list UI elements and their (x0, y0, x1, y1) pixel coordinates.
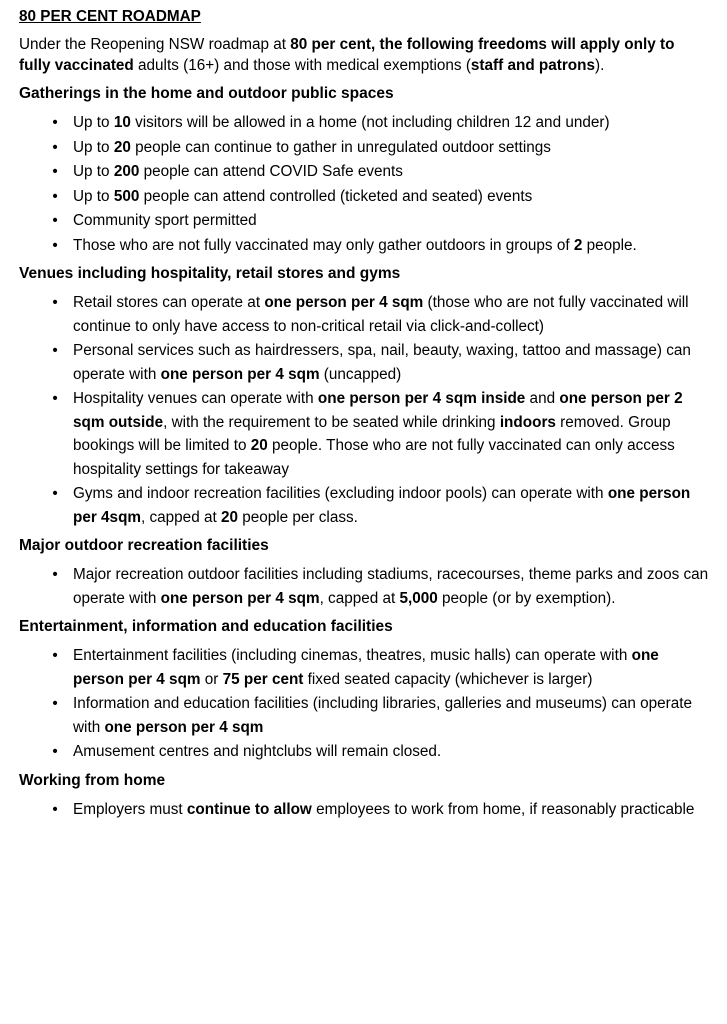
intro-paragraph (19, 34, 709, 76)
text-run: people. Those who are not fully vaccinated can only access hospitality settings for takeaway (73, 437, 675, 478)
text-run: (uncapped) (319, 365, 402, 383)
text-run: fixed seated capacity (whichever is larger) (303, 670, 593, 688)
text-run: Up to (73, 163, 114, 180)
text-run: , with the requirement to be seated while drinking (163, 413, 500, 431)
text-run: Community sport permitted (73, 212, 257, 229)
list-item-text (73, 743, 441, 760)
list-item-text (73, 390, 683, 478)
text-run: Up to (73, 138, 114, 156)
list-item (19, 160, 709, 184)
list-item-text (73, 294, 689, 335)
list-item-text (73, 647, 659, 688)
bold-text-run: one person per 4 sqm (160, 589, 320, 607)
list-item-text (73, 695, 692, 736)
bold-text-run: 500 (113, 187, 140, 205)
text-run: Up to (73, 114, 114, 131)
text-run: people (or by exemption). (437, 589, 616, 607)
bullet-icon: • (52, 163, 58, 180)
list-item (19, 209, 709, 233)
page-title: 80 PER CENT ROADMAP (19, 8, 201, 25)
bold-text-run: one person per 4 sqm (264, 294, 424, 311)
text-run: or (200, 670, 223, 688)
list-item (19, 111, 709, 135)
bullet-icon: • (52, 485, 58, 502)
bold-text-run: staff and patrons (470, 57, 596, 74)
list-item (19, 798, 709, 822)
list-item (19, 692, 709, 739)
section-heading: Working from home (19, 771, 166, 789)
text-run: and (525, 390, 560, 407)
text-run: people can attend controlled (ticketed and seated) events (139, 187, 533, 205)
section-heading: Venues including hospitality, retail stores and gyms (19, 265, 401, 282)
list-item-text (73, 139, 551, 156)
text-run: Personal services such as hairdressers, spa, nail, beauty, waxing, tattoo and massage) can operate with (73, 342, 691, 383)
text-run: people per class. (237, 508, 358, 526)
bullet-icon: • (52, 743, 58, 760)
text-run: Entertainment facilities (including cinemas, theatres, music halls) can operate with (73, 647, 632, 664)
list-item (19, 387, 709, 481)
bullet-icon: • (52, 187, 58, 205)
bullet-icon: • (52, 212, 58, 229)
bullet-list (19, 644, 709, 764)
bullet-icon: • (52, 138, 58, 156)
list-item (19, 185, 709, 209)
bold-text-run: 80 per cent, the following freedoms will apply only to fully vaccinated (19, 36, 675, 74)
text-run: Information and education facilities (including libraries, galleries and museums) can operate with (73, 695, 693, 736)
bullet-icon: • (52, 236, 58, 254)
text-run: , capped at (141, 508, 221, 526)
bold-text-run: 20 (250, 437, 268, 454)
bold-text-run: 2 (573, 236, 583, 254)
bullet-icon: • (52, 566, 58, 583)
bold-text-run: one person per 4 sqm (160, 365, 320, 383)
text-run: Hospitality venues can operate with (73, 390, 318, 407)
list-item-text (73, 801, 694, 818)
bullet-list (19, 291, 709, 529)
text-run: ). (595, 57, 605, 74)
bullet-icon: • (52, 800, 58, 818)
bold-text-run: 200 (113, 163, 140, 180)
bold-text-run: one person per 4 sqm (104, 718, 264, 736)
text-run: Major recreation outdoor facilities including stadiums, racecourses, theme parks and zoos can operate with (73, 566, 709, 607)
list-item (19, 136, 709, 160)
bold-text-run: 20 (113, 138, 131, 156)
text-run: (those who are not fully vaccinated will continue to only have access to non-critical retail via click-and-collect) (73, 294, 689, 335)
bold-text-run: one person per 2 sqm outside (73, 390, 683, 431)
text-run: Amusement centres and nightclubs will remain closed. (73, 743, 442, 760)
text-run: people can attend COVID Safe events (139, 163, 403, 180)
list-item (19, 482, 709, 529)
text-run: visitors will be allowed in a home (not including children 12 and under) (130, 114, 610, 131)
text-run: Employers must (73, 800, 187, 818)
text-run: removed. Group bookings will be limited to (73, 413, 671, 454)
text-run: employees to work from home, if reasonably practicable (311, 800, 695, 818)
text-run: adults (16+) and those with medical exemptions ( (133, 57, 471, 74)
bold-text-run: 5,000 (399, 589, 438, 607)
bullet-icon: • (52, 647, 58, 664)
bold-text-run: one person per 4 sqm inside (317, 390, 526, 407)
section-heading: Major outdoor recreation facilities (19, 537, 269, 554)
list-item (19, 234, 709, 258)
bold-text-run: 20 (220, 508, 238, 526)
text-run: Up to (73, 187, 114, 205)
list-item (19, 740, 709, 764)
bold-text-run: indoors (499, 413, 556, 431)
section-heading: Gatherings in the home and outdoor public spaces (19, 85, 394, 102)
list-item-text (73, 188, 532, 205)
text-run: Those who are not fully vaccinated may only gather outdoors in groups of (73, 236, 574, 254)
list-item (19, 291, 709, 338)
bullet-icon: • (52, 294, 58, 311)
list-item-text (73, 485, 690, 526)
bold-text-run: 75 per cent (222, 670, 304, 688)
bold-text-run: continue to allow (186, 800, 312, 818)
list-item-text (73, 342, 691, 383)
text-run: , capped at (319, 589, 400, 607)
list-item-text (73, 163, 403, 180)
bullet-icon: • (52, 342, 58, 359)
list-item (19, 563, 709, 610)
section-heading: Entertainment, information and education facilities (19, 618, 393, 635)
bullet-list (19, 563, 709, 610)
sections-container (19, 82, 709, 821)
bold-text-run: one person per 4 sqm (73, 647, 659, 688)
list-item (19, 644, 709, 691)
text-run: people. (582, 236, 637, 254)
bullet-list (19, 798, 709, 822)
bullet-icon: • (52, 695, 58, 712)
text-run: Retail stores can operate at (73, 294, 265, 311)
list-item-text (73, 212, 257, 229)
bullet-icon: • (52, 390, 58, 407)
bullet-list (19, 111, 709, 257)
list-item (19, 339, 709, 386)
bold-text-run: one person per 4sqm (73, 485, 691, 526)
bullet-icon: • (52, 114, 58, 131)
text-run: Under the Reopening NSW roadmap at (19, 36, 291, 53)
text-run: Gyms and indoor recreation facilities (excluding indoor pools) can operate with (73, 485, 608, 502)
bold-text-run: 10 (113, 114, 131, 131)
list-item-text (73, 237, 637, 254)
text-run: people can continue to gather in unregulated outdoor settings (130, 138, 551, 156)
list-item-text (73, 114, 610, 131)
list-item-text (73, 566, 708, 607)
